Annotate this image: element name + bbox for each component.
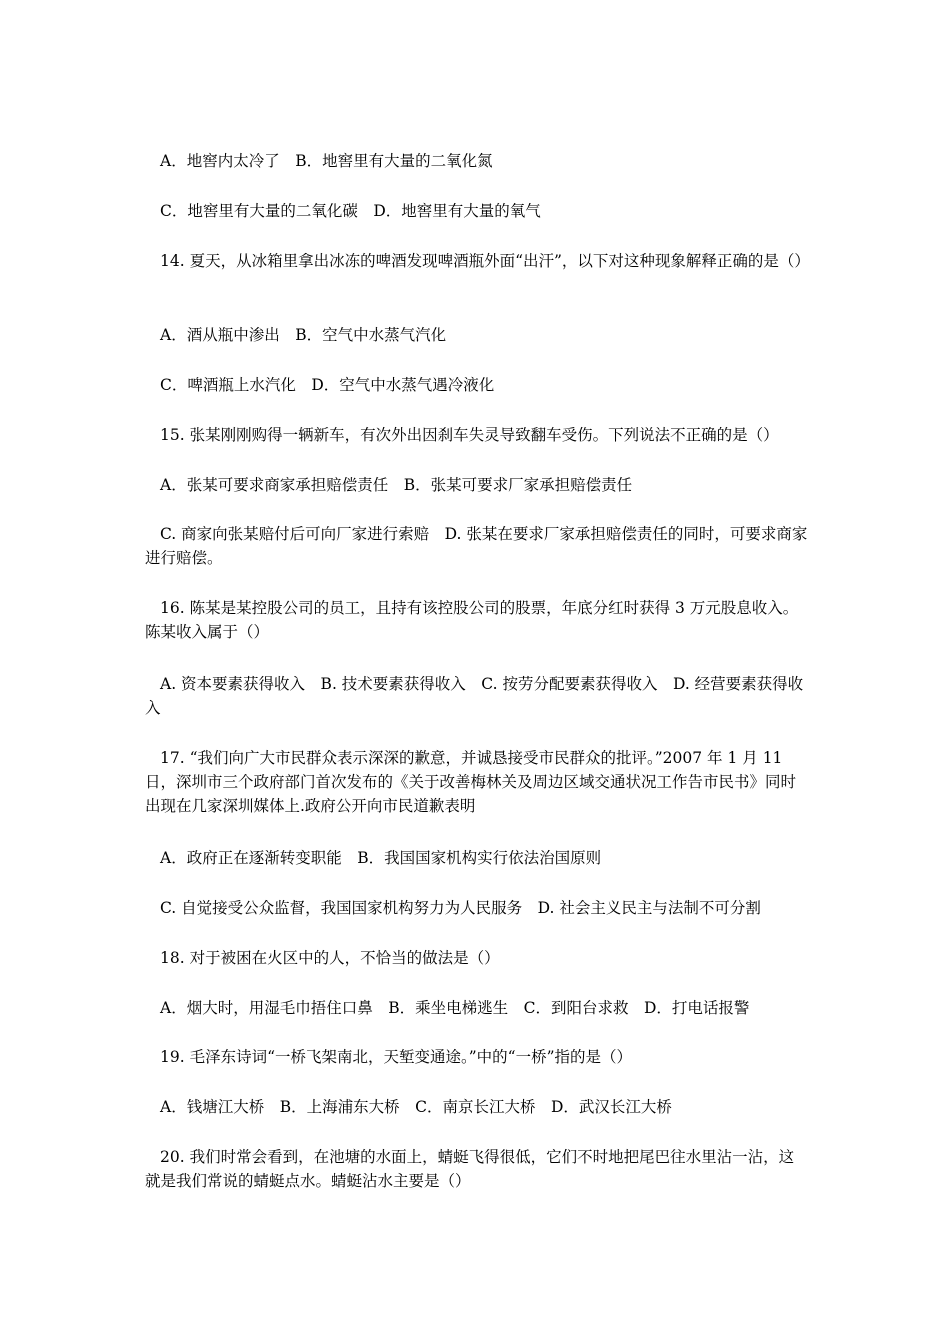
- q15-options-ab: A．张某可要求商家承担赔偿责任 B．张某可要求厂家承担赔偿责任: [160, 476, 633, 494]
- q16-options: A. 资本要素获得收入 B. 技术要素获得收入 C. 按劳分配要素获得收入 D. 经营要素获得收入: [145, 675, 804, 717]
- q17-options-ab: A．政府正在逐渐转变职能 B．我国国家机构实行依法治国原则: [160, 849, 602, 867]
- q14-options-ab: A．酒从瓶中渗出 B．空气中水蒸气汽化: [160, 326, 447, 344]
- q14-stem: 14. 夏天，从冰箱里拿出冰冻的啤酒发现啤酒瓶外面“出汗”，以下对这种现象解释正确的是（）: [160, 252, 810, 270]
- q19-stem: 19. 毛泽东诗词“一桥飞架南北，天堑变通途。”中的“一桥”指的是（）: [160, 1048, 633, 1066]
- q15-stem: 15. 张某刚刚购得一辆新车，有次外出因刹车失灵导致翻车受伤。下列说法不正确的是（）: [160, 426, 779, 444]
- q16-stem: 16. 陈某是某控股公司的员工，且持有该控股公司的股票，年底分红时获得 3 万元股息收入。陈某收入属于（）: [145, 599, 799, 641]
- q13-options-cd: C．地窖里有大量的二氧化碳 D．地窖里有大量的氧气: [160, 202, 541, 220]
- q18-stem: 18. 对于被困在火区中的人，不恰当的做法是（）: [160, 949, 500, 967]
- q17-options-cd: C. 自觉接受公众监督，我国国家机构努力为人民服务 D. 社会主义民主与法制不可分割: [160, 899, 761, 917]
- q18-options: A．烟大时，用湿毛巾捂住口鼻 B．乘坐电梯逃生 C．到阳台求救 D．打电话报警: [160, 999, 750, 1017]
- q17-stem: 17. “我们向广大市民群众表示深深的歉意，并诚恳接受市民群众的批评。”2007 年 1 月 11 日，深圳市三个政府部门首次发布的《关于改善梅林关及周边区域交通状况工作告市民书》同时出现在几家深圳媒体上.政府公开向市民道歉表明: [145, 749, 797, 815]
- q20-stem: 20. 我们时常会看到，在池塘的水面上，蜻蜓飞得很低，它们不时地把尾巴往水里沾一沾，这就是我们常说的蜻蜓点水。蜻蜓沾水主要是（）: [145, 1148, 795, 1190]
- q15-options-cd: C. 商家向张某赔付后可向厂家进行索赔 D. 张某在要求厂家承担赔偿责任的同时，可要求商家进行赔偿。: [145, 525, 808, 567]
- q13-options-ab: A．地窖内太冷了 B．地窖里有大量的二氧化氮: [160, 152, 493, 170]
- q19-options: A．钱塘江大桥 B．上海浦东大桥 C．南京长江大桥 D．武汉长江大桥: [160, 1098, 672, 1116]
- q14-options-cd: C．啤酒瓶上水汽化 D．空气中水蒸气遇冷液化: [160, 376, 495, 394]
